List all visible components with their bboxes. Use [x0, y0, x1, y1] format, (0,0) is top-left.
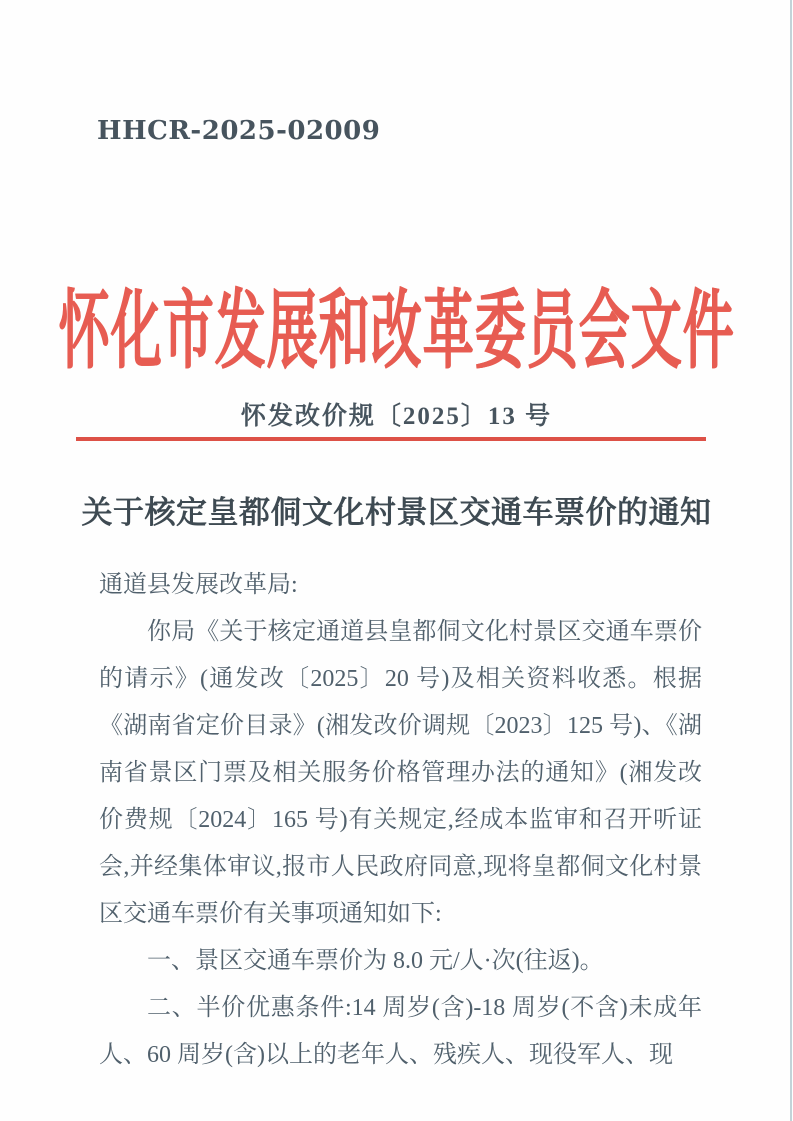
body-paragraph: 二、半价优惠条件:14 周岁(含)-18 周岁(不含)未成年人、60 周岁(含)以上的老年人、残疾人、现役军人、现 — [99, 995, 702, 1068]
body-paragraph: 你局《关于核定通道县皇都侗文化村景区交通车票价的请示》(通发改〔2025〕20 号)及相关资料收悉。根据《湖南省定价目录》(湘发改价调规〔2023〕125 号)、《湖南省景区门票及相关服务价格管理办法的通知》(湘发改价费规〔2024〕165 号)有关规定,经成本监审和召开听证会,并经集体审议,报市人民政府同意,现将皇都侗文化村景区交通车票价有关事项通知如下: — [99, 619, 702, 927]
agency-banner-title: 怀化市发展和改革委员会文件 — [58, 286, 735, 381]
red-divider-line — [76, 437, 706, 441]
scan-edge-artifact — [790, 0, 792, 1121]
document-body — [99, 562, 702, 1079]
reference-code: HHCR-2025-02009 — [97, 116, 381, 146]
body-paragraph: 一、景区交通车票价为 8.0 元/人·次(往返)。 — [147, 948, 604, 974]
document-title: 关于核定皇都侗文化村景区交通车票价的通知 — [81, 495, 712, 530]
salutation: 通道县发展改革局: — [99, 572, 298, 598]
document-number: 怀发改价规〔2025〕13 号 — [240, 403, 553, 430]
